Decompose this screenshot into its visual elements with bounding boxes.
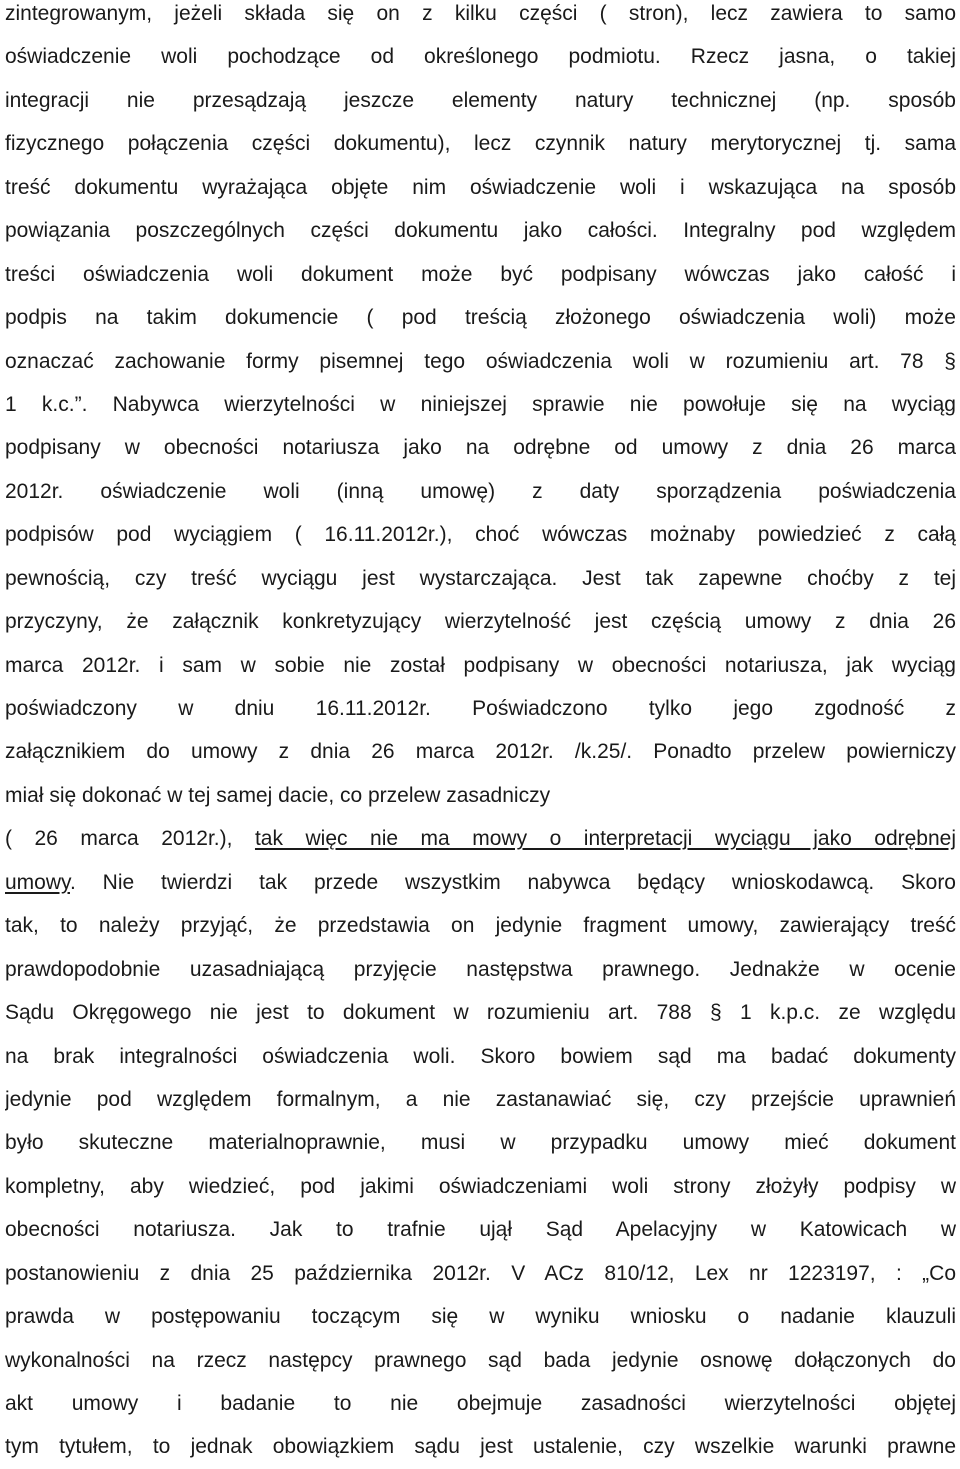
- text-line: [5, 166, 956, 209]
- text-line: [5, 774, 956, 817]
- text-segment: wykonalności na rzecz następcy prawnego sąd bada jedynie osnowę dołączonych do: [5, 1348, 956, 1372]
- text-line: [5, 1165, 956, 1208]
- text-line: [5, 470, 956, 513]
- text-segment: miał się dokonać w tej samej dacie, co przelew zasadniczy: [5, 783, 551, 807]
- text-line: [5, 209, 956, 252]
- text-line: [5, 817, 956, 860]
- text-line: [5, 296, 956, 339]
- text-line: [5, 1035, 956, 1078]
- text-segment: fizycznego połączenia części dokumentu), lecz czynnik natury merytorycznej tj. sama: [5, 132, 956, 156]
- text-line: [5, 1121, 956, 1164]
- text-line: [5, 730, 956, 773]
- text-line: [5, 991, 956, 1034]
- text-segment: treść dokumentu wyrażająca objęte nim oświadczenie woli i wskazująca na sposób: [5, 175, 956, 199]
- text-line: [5, 340, 956, 383]
- text-segment: jedynie pod względem formalnym, a nie zastanawiać się, czy przejście uprawnień: [5, 1087, 956, 1111]
- text-segment: akt umowy i badanie to nie obejmuje zasadności wierzytelności objętej: [5, 1392, 956, 1415]
- text-segment: treści oświadczenia woli dokument może być podpisany wówczas jako całość i: [5, 262, 956, 286]
- text-segment: powiązania poszczególnych części dokumentu jako całości. Integralny pod względem: [5, 219, 956, 243]
- text-segment: 1 k.c.”. Nabywca wierzytelności w niniejszej sprawie nie powołuje się na wyciąg: [5, 392, 956, 416]
- text-segment: prawdopodobnie uzasadniającą przyjęcie następstwa prawnego. Jednakże w ocenie: [5, 957, 956, 981]
- text-segment: było skuteczne materialnoprawnie, musi w przypadku umowy mieć dokument: [5, 1131, 956, 1155]
- text-line: [5, 426, 956, 469]
- text-segment: marca 2012r. i sam w sobie nie został podpisany w obecności notariusza, jak wyciąg: [5, 653, 956, 677]
- text-segment: kompletny, aby wiedzieć, pod jakimi oświadczeniami woli strony złożyły podpisy w: [5, 1174, 956, 1198]
- text-segment: podpisów pod wyciągiem ( 16.11.2012r.), choć wówczas możnaby powiedzieć z całą: [5, 523, 956, 547]
- text-segment: oświadczenie woli pochodzące od określonego podmiotu. Rzecz jasna, o takiej: [5, 45, 956, 69]
- text-segment: postanowieniu z dnia 25 października 2012r. V ACz 810/12, Lex nr 1223197, : „Co: [5, 1261, 956, 1285]
- text-segment: Sądu Okręgowego nie jest to dokument w rozumieniu art. 788 § 1 k.p.c. ze względu: [5, 1001, 956, 1025]
- text-line: [5, 861, 956, 904]
- text-segment: tak, to należy przyjąć, że przedstawia on jedynie fragment umowy, zawierający treść: [5, 914, 956, 938]
- text-line: [5, 1295, 956, 1338]
- text-line: [5, 1078, 956, 1121]
- text-line: [5, 557, 956, 600]
- text-line: [5, 687, 956, 730]
- text-line: [5, 904, 956, 947]
- text-line: [5, 253, 956, 296]
- text-line: [5, 600, 956, 643]
- text-segment: poświadczony w dniu 16.11.2012r. Poświadczono tylko jego zgodność z: [5, 697, 956, 720]
- text-segment: załącznikiem do umowy z dnia 26 marca 2012r. /k.25/. Ponadto przelew powierniczy: [5, 740, 956, 764]
- text-line: [5, 383, 956, 426]
- text-line: [5, 644, 956, 687]
- text-segment: podpis na takim dokumencie ( pod treścią złożonego oświadczenia woli) może: [5, 306, 956, 330]
- text-segment: 2012r. oświadczenie woli (inną umowę) z daty sporządzenia poświadczenia: [5, 479, 956, 503]
- underlined-text-segment: tak więc nie ma mowy o interpretacji wyciągu jako odrębnej: [254, 827, 956, 851]
- text-segment: . Nie twierdzi tak przede wszystkim nabywca będący wnioskodawcą. Skoro: [69, 870, 956, 894]
- text-line: [5, 1208, 956, 1251]
- text-segment: pewnością, czy treść wyciągu jest wystarczająca. Jest tak zapewne choćby z tej: [5, 566, 956, 590]
- text-segment: prawda w postępowaniu toczącym się w wyniku wniosku o nadanie klauzuli: [5, 1305, 956, 1329]
- text-segment: przyczyny, że załącznik konkretyzujący wierzytelność jest częścią umowy z dnia 26: [5, 610, 956, 634]
- text-line: [5, 1252, 956, 1295]
- text-line: [5, 1382, 956, 1425]
- text-segment: oznaczać zachowanie formy pisemnej tego oświadczenia woli w rozumieniu art. 78 §: [5, 349, 956, 373]
- text-line: [5, 122, 956, 165]
- text-line: [5, 1425, 956, 1468]
- text-segment: zintegrowanym, jeżeli składa się on z kilku części ( stron), lecz zawiera to samo: [5, 2, 956, 25]
- text-segment: podpisany w obecności notariusza jako na odrębne od umowy z dnia 26 marca: [5, 436, 956, 460]
- underlined-text-segment: umowy: [5, 870, 70, 894]
- text-segment: tym tytułem, to jednak obowiązkiem sądu jest ustalenie, czy wszelkie warunki prawne: [5, 1435, 956, 1459]
- text-segment: ( 26 marca 2012r.),: [5, 827, 255, 851]
- text-line: [5, 513, 956, 556]
- text-line: [5, 1339, 956, 1382]
- text-segment: obecności notariusza. Jak to trafnie ujął Sąd Apelacyjny w Katowicach w: [5, 1218, 956, 1242]
- document-body: [5, 0, 956, 1469]
- text-line: [5, 79, 956, 122]
- text-segment: integracji nie przesądzają jeszcze elementy natury technicznej (np. sposób: [5, 88, 956, 112]
- text-line: [5, 35, 956, 78]
- text-line: [5, 0, 956, 35]
- text-line: [5, 948, 956, 991]
- text-segment: na brak integralności oświadczenia woli. Skoro bowiem sąd ma badać dokumenty: [5, 1044, 956, 1068]
